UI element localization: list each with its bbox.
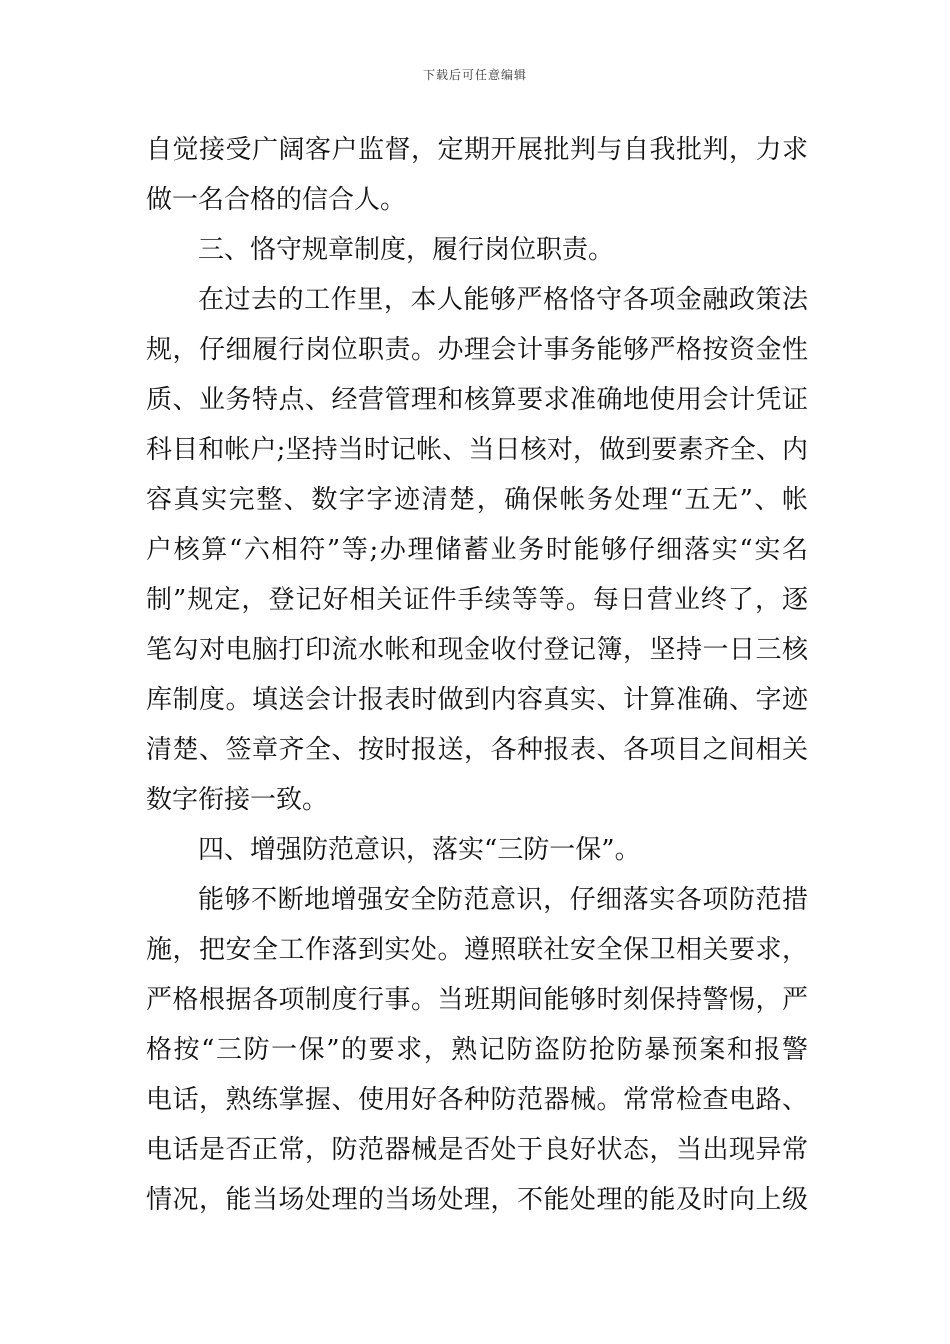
text-line: 数字衔接一致。 <box>146 785 329 815</box>
text-line: 清楚、签章齐全、按时报送，各种报表、各项目之间相关 <box>146 735 808 765</box>
text-line: 容真实完整、数字字迹清楚，确保帐务处理“五无”、帐 <box>146 485 808 515</box>
text-line: 做一名合格的信合人。 <box>146 185 407 215</box>
text-line: 能够不断地增强安全防范意识，仔细落实各项防范措 <box>198 885 808 915</box>
text-line: 科目和帐户;坚持当时记帐、当日核对，做到要素齐全、内 <box>146 435 808 465</box>
text-line: 严格根据各项制度行事。当班期间能够时刻保持警惕，严 <box>146 985 808 1015</box>
text-line: 户核算“六相符”等;办理储蓄业务时能够仔细落实“实名 <box>146 535 808 565</box>
page-header: 下载后可任意编辑 <box>422 68 527 82</box>
text-line: 制”规定，登记好相关证件手续等等。每日营业终了，逐 <box>146 585 808 615</box>
section-heading: 四、增强防范意识，落实“三防一保”。 <box>198 835 641 865</box>
document-body <box>146 125 808 1225</box>
text-line: 格按“三防一保”的要求，熟记防盗防抢防暴预案和报警 <box>146 1035 808 1065</box>
text-line: 电话，熟练掌握、使用好各种防范器械。常常检查电路、 <box>146 1085 808 1115</box>
text-line: 笔勾对电脑打印流水帐和现金收付登记簿，坚持一日三核 <box>146 635 808 665</box>
text-line: 施，把安全工作落到实处。遵照联社安全保卫相关要求， <box>146 935 808 965</box>
text-line: 自觉接受广阔客户监督，定期开展批判与自我批判，力求 <box>146 135 808 165</box>
text-line: 在过去的工作里，本人能够严格恪守各项金融政策法 <box>198 285 808 315</box>
text-line: 质、业务特点、经营管理和核算要求准确地使用会计凭证 <box>146 385 808 415</box>
text-line: 库制度。填送会计报表时做到内容真实、计算准确、字迹 <box>146 685 808 715</box>
text-line: 电话是否正常，防范器械是否处于良好状态，当出现异常 <box>146 1135 808 1165</box>
text-line: 情况，能当场处理的当场处理，不能处理的能及时向上级 <box>146 1185 808 1215</box>
section-heading: 三、恪守规章制度，履行岗位职责。 <box>198 235 615 265</box>
text-line: 规，仔细履行岗位职责。办理会计事务能够严格按资金性 <box>146 335 808 365</box>
